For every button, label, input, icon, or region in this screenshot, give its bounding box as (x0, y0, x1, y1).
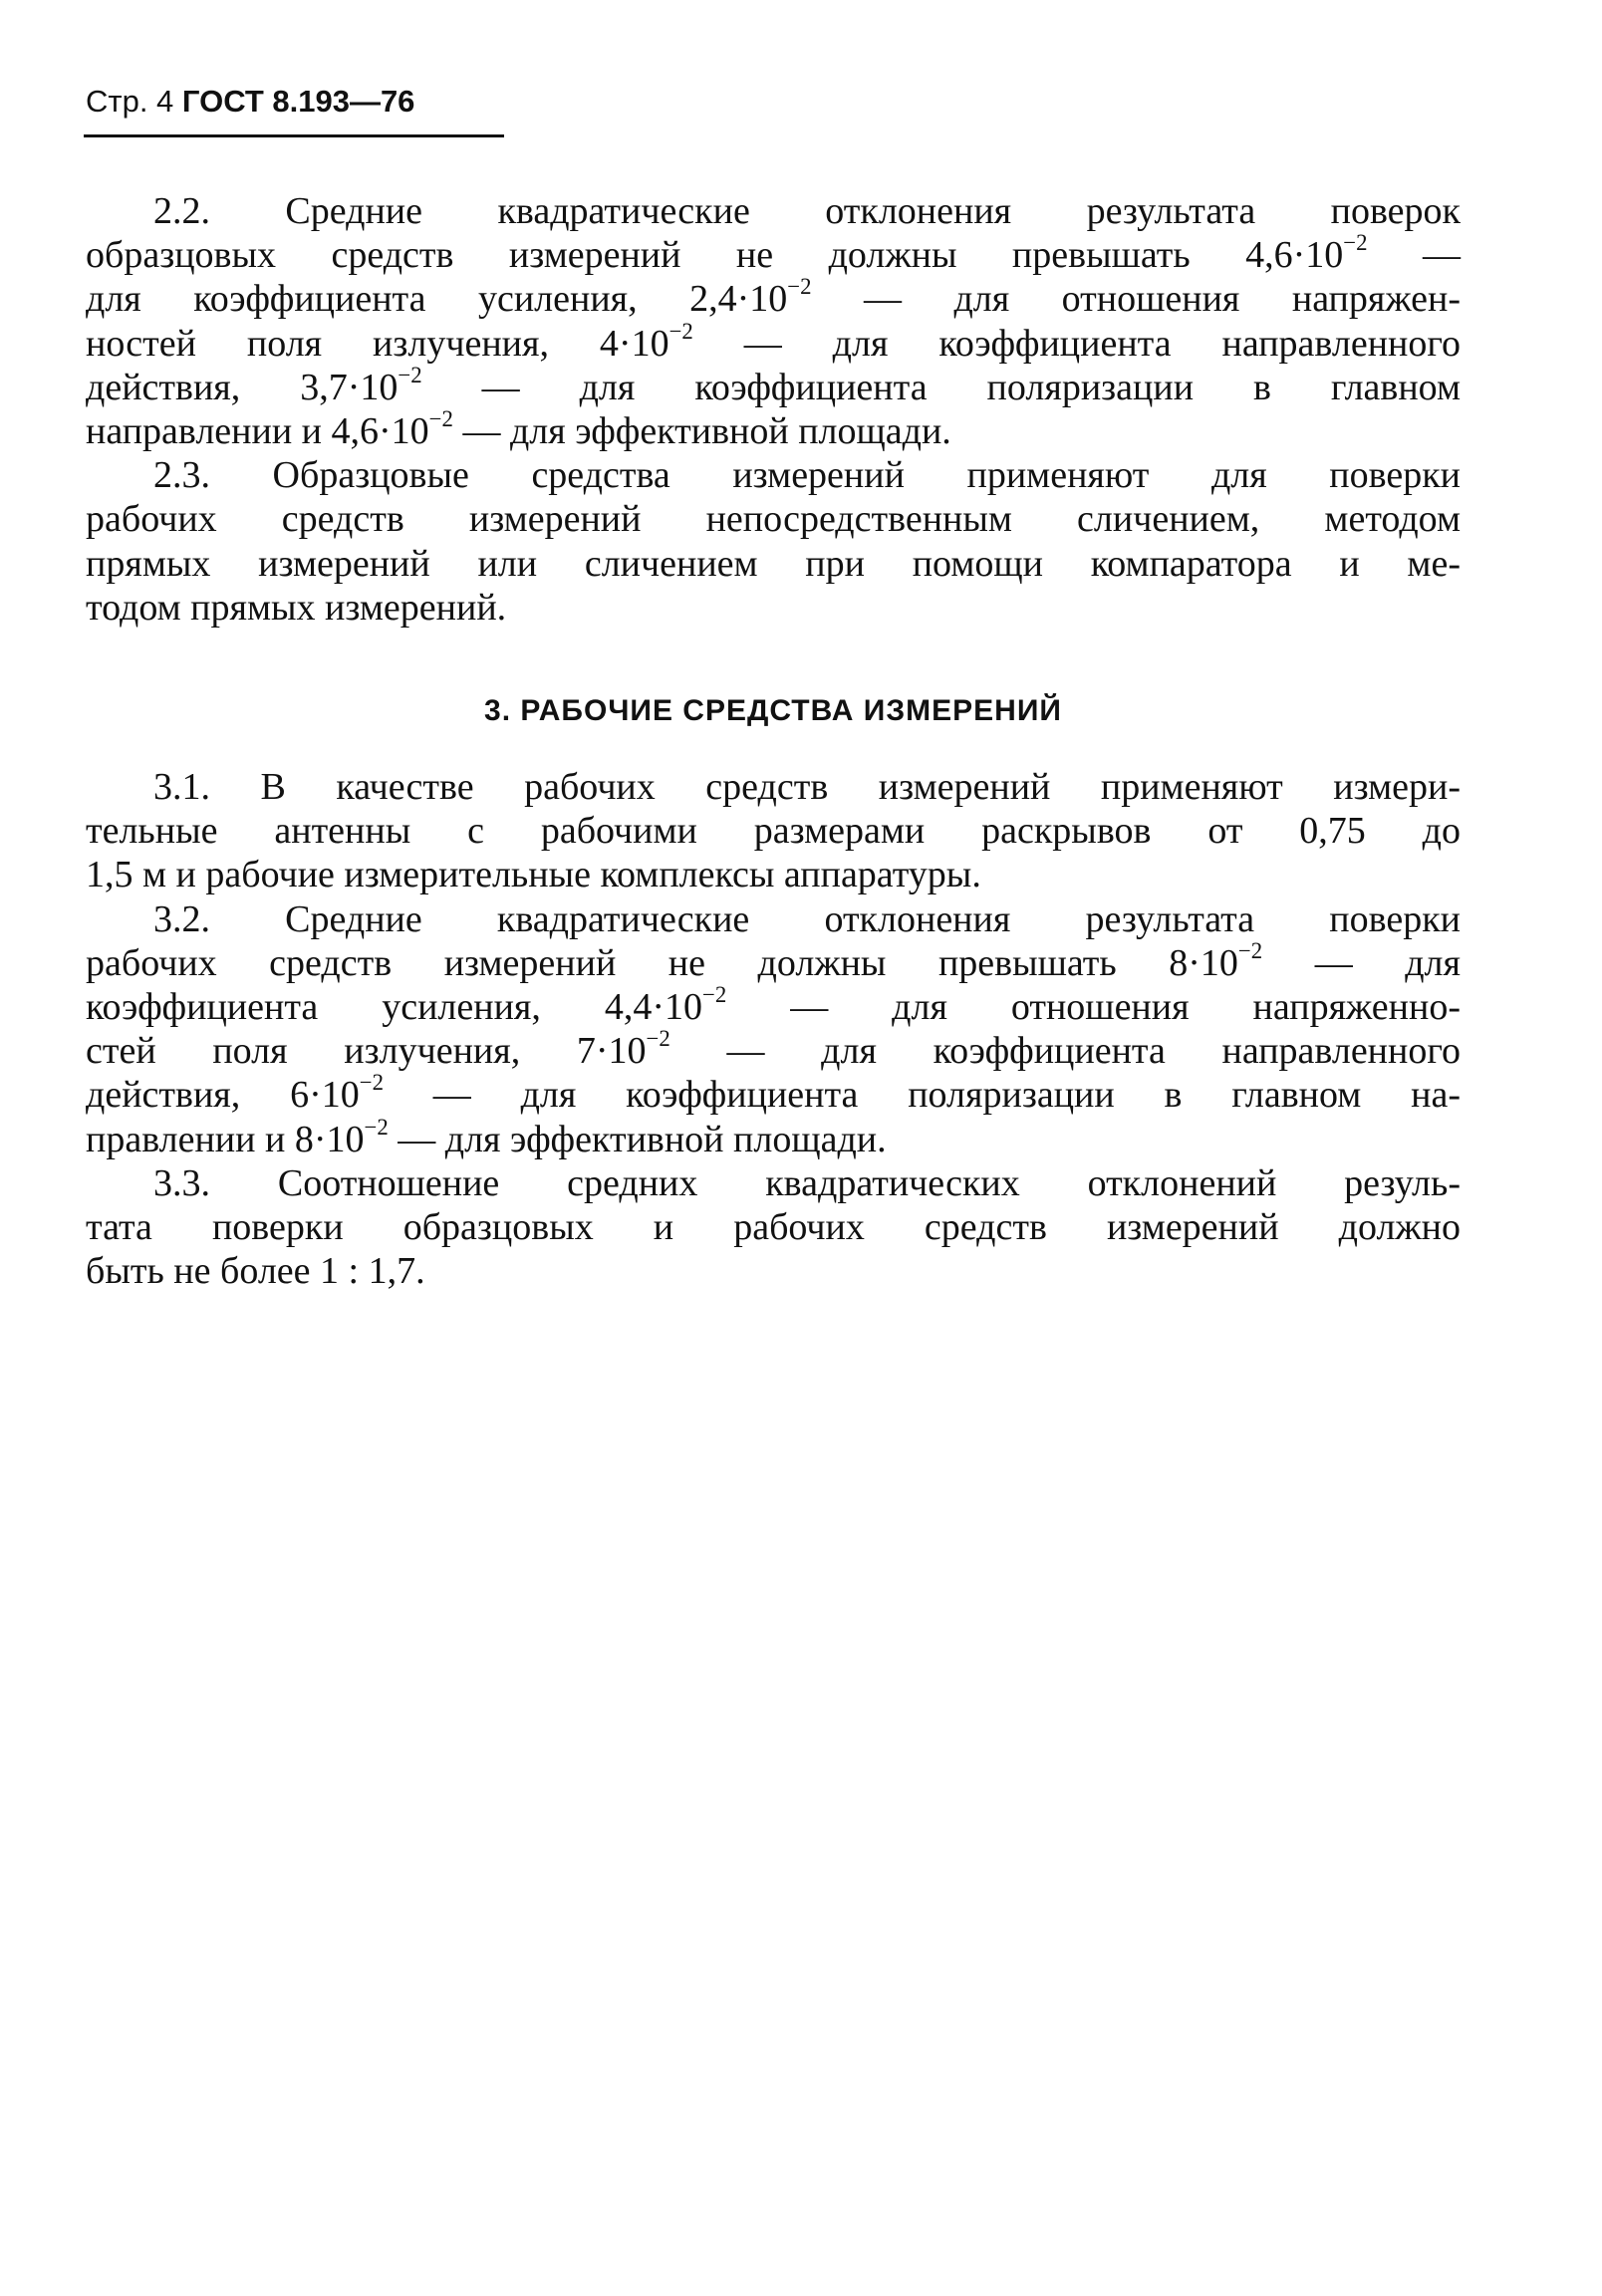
paragraph-3-1 (86, 765, 1461, 897)
text-line (86, 1026, 1461, 1073)
text-line (86, 981, 1461, 1029)
text-run: — для коэффициента поляризации в главном (421, 366, 1461, 408)
text-run: — для эффективной площади. (388, 1118, 887, 1160)
text-run: действия, 6·10 (86, 1074, 360, 1117)
section-heading: 3. РАБОЧИЕ СРЕДСТВА ИЗМЕРЕНИЙ (484, 694, 1062, 728)
header-rule (84, 134, 504, 137)
exponent: −2 (359, 1070, 384, 1096)
text-line (86, 1070, 1461, 1117)
exponent: −2 (1343, 230, 1368, 256)
exponent: −2 (668, 318, 693, 344)
exponent: −2 (364, 1114, 389, 1140)
text-line (86, 274, 1461, 321)
page-header (86, 84, 414, 120)
text-run: — для коэффициента направленного (669, 1030, 1461, 1073)
standard-designation: ГОСТ 8.193—76 (181, 84, 415, 119)
text-line: быть не более 1 : 1,7. (86, 1250, 425, 1293)
text-line (86, 189, 1461, 233)
text-line (86, 230, 1461, 277)
text-run: образцовых средств измерений не должны превышать 4,6·10 (86, 234, 1344, 277)
paragraph-2-2 (86, 189, 1461, 453)
exponent: −2 (701, 981, 727, 1007)
text-run: стей поля излучения, 7·10 (86, 1030, 647, 1073)
text-line: 3.2. Средние квадратические отклонения результата поверки (153, 897, 1461, 940)
text-line (86, 1114, 1461, 1161)
text-run: — для отношения напряженно- (726, 986, 1461, 1029)
exponent: −2 (787, 274, 812, 300)
page-number-label: Стр. 4 (86, 84, 174, 119)
text-line: 3.1. В качестве рабочих средств измерений применяют измери- (153, 766, 1461, 809)
text-run: — для коэффициента направленного (692, 322, 1462, 365)
text-line (86, 937, 1461, 985)
exponent: −2 (646, 1026, 670, 1052)
text-run: ностей поля излучения, 4·10 (86, 322, 669, 365)
text-line: 2.3. Образцовые средства измерений применяют для поверки (153, 454, 1461, 497)
text-run: рабочих средств измерений не должны превышать 8·10 (86, 941, 1238, 984)
paragraph-3-3 (86, 1161, 1461, 1294)
paragraph-3-2 (86, 897, 1461, 1161)
paragraph-2-3 (86, 453, 1461, 630)
text-run: направлении и 4,6·10 (86, 410, 429, 453)
text-run: правлении и 8·10 (86, 1118, 365, 1160)
document-body (86, 189, 1461, 1293)
text-run: действия, 3,7·10 (86, 366, 399, 408)
text-run: 2.2. Средние квадратические отклонения результата поверок (153, 190, 1461, 232)
text-line: рабочих средств измерений непосредственным сличением, методом (86, 498, 1461, 541)
text-line (86, 405, 1461, 453)
text-line: тодом прямых измерений. (86, 586, 507, 629)
text-run: — (1367, 234, 1461, 277)
text-line: прямых измерений или сличением при помощи компаратора и ме- (86, 542, 1461, 585)
text-line: 1,5 м и рабочие измерительные комплексы аппаратуры. (86, 854, 981, 896)
text-run: — для (1262, 941, 1461, 984)
text-run: — для коэффициента поляризации в главном на- (383, 1074, 1461, 1117)
text-line: 3.3. Соотношение средних квадратических отклонений резуль- (153, 1161, 1461, 1204)
exponent: −2 (1237, 937, 1263, 963)
text-line (86, 362, 1461, 409)
exponent: −2 (428, 405, 453, 431)
text-line: тата поверки образцовых и рабочих средств измерений должно (86, 1206, 1461, 1249)
text-line (86, 318, 1462, 366)
text-run: — для эффективной площади. (452, 410, 951, 453)
text-run: коэффициента усиления, 4,4·10 (86, 986, 702, 1029)
text-line: тельные антенны с рабочими размерами раскрывов от 0,75 до (86, 810, 1461, 853)
text-run: для коэффициента усиления, 2,4·10 (86, 278, 788, 321)
exponent: −2 (398, 362, 422, 387)
text-run: — для отношения напряжен- (811, 278, 1461, 321)
